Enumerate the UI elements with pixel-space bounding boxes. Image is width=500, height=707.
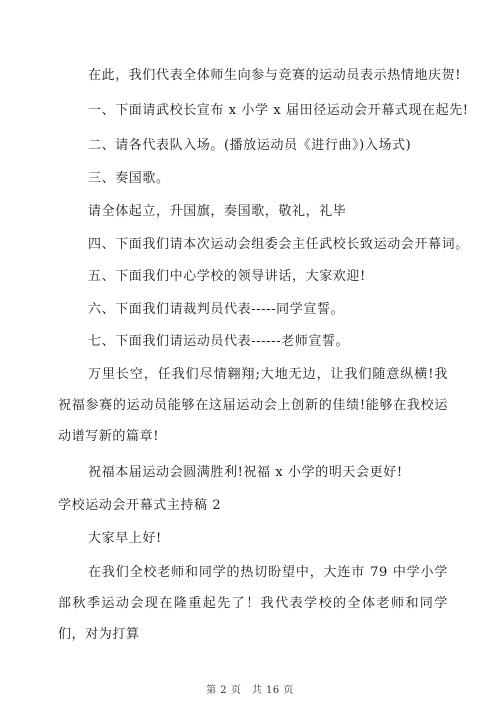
text-line: 四、下面我们请本次运动会组委会主任武校长致运动会开幕词。 <box>88 237 469 252</box>
text-line: 一、下面请武校长宣布 x 小学 x 届田径运动会开幕式现在起先! <box>88 103 469 118</box>
section-title: 学校运动会开幕式主持稿 2 <box>58 498 222 513</box>
text-line: 祝福本届运动会圆满胜利!祝福 x 小学的明天会更好! <box>88 465 403 480</box>
page-number: 第 2 页 共 16 页 <box>206 685 294 696</box>
text-line: 七、下面我们请运动员代表------老师宣誓。 <box>88 334 350 349</box>
text-line: 二、请各代表队入场。(播放运动员《进行曲》)入场式) <box>88 138 412 153</box>
greeting: 大家早上好! <box>88 531 162 546</box>
text-line: 五、下面我们中心学校的领导讲话，大家欢迎! <box>88 269 366 284</box>
paragraph: 万里长空，任我们尽情翱翔;大地无边，让我们随意纵横!我祝福参赛的运动员能够在这届运动会上创新的佳绩!能够在我校运动谱写新的篇章! <box>58 367 448 444</box>
paragraph: 在我们全校老师和同学的热切盼望中，大连市 79 中学小学部秋季运动会现在隆重起先了！我代表学校的全体老师和同学们，对为打算 <box>58 565 448 642</box>
text-line: 六、下面我们请裁判员代表-----同学宣誓。 <box>88 302 345 317</box>
text-line: 在此，我们代表全体师生向参与竞赛的运动员表示热情地庆贺! <box>88 68 462 83</box>
text-line: 三、奏国歌。 <box>88 171 170 186</box>
text-line: 请全体起立，升国旗，奏国歌，敬礼，礼毕 <box>88 204 347 219</box>
